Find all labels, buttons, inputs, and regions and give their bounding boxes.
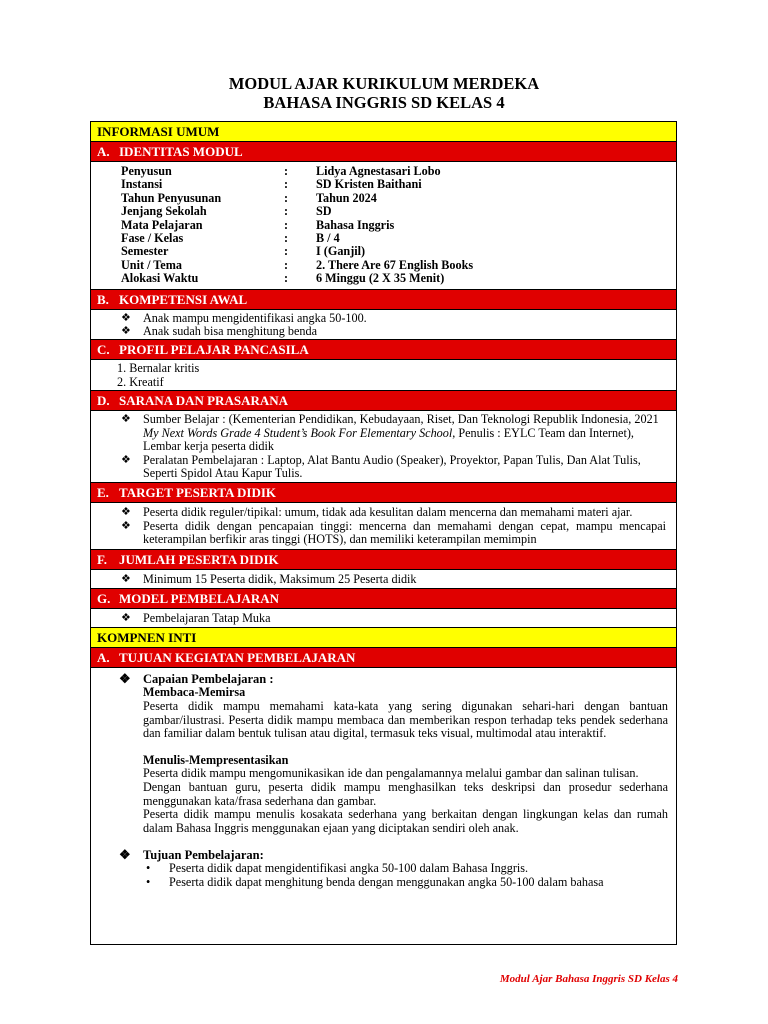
diamond-bullet-icon: ❖	[121, 611, 131, 624]
diamond-bullet-icon: ❖	[121, 572, 131, 585]
item-text: Peserta didik reguler/tipikal: umum, tidak ada kesulitan dalam mencerna dan memahami materi ajar.	[143, 505, 633, 520]
diamond-bullet-icon: ❖	[121, 325, 131, 338]
capaian-title: Capaian Pembelajaran :	[143, 672, 274, 687]
section-title: IDENTITAS MODUL	[119, 144, 243, 159]
list-item	[91, 612, 676, 625]
row-label: Alokasi Waktu	[121, 271, 199, 286]
section-title: PROFIL PELAJAR PANCASILA	[119, 342, 309, 358]
jumlah-section	[91, 570, 676, 589]
row-label: Unit / Tema	[121, 257, 182, 272]
list-item	[91, 312, 676, 325]
menulis-paragraph-1: Peserta didik mampu mengomunikasikan ide dan pengalamannya melalui gambar dan salinan tulisan.	[143, 766, 639, 781]
menulis-paragraph-3: Peserta didik mampu menulis kosakata sederhana yang berkaitan dengan lingkungan kelas dan rumah dalam Bahasa Inggris menggunakan ejaan yang diciptakan sendiri oleh anak.	[143, 807, 668, 835]
section-title: MODEL PEMBELAJARAN	[119, 590, 279, 606]
item-text: Anak sudah bisa menghitung benda	[143, 324, 317, 339]
row-colon: :	[284, 190, 289, 205]
target-header	[91, 483, 676, 503]
row-label: Jenjang Sekolah	[121, 204, 207, 219]
row-value: Tahun 2024	[316, 190, 377, 205]
section-title: JUMLAH PESERTA DIDIK	[119, 551, 279, 567]
section-number: B.	[97, 291, 109, 307]
profil-section	[91, 360, 676, 391]
row-label: Penyusun	[121, 164, 172, 178]
informasi-umum-header: INFORMASI UMUM	[91, 122, 676, 142]
tujuan-section	[91, 668, 676, 889]
identitas-row	[121, 219, 676, 232]
item-text: Peserta didik dengan pencapaian tinggi: mencerna dan memahami dengan cepat, mampu mencapai keterampilan berfikir aras tinggi (HOTS), dan memiliki keterampilan memimpin	[143, 518, 666, 547]
numbered-item: 2. Kreatif	[117, 374, 164, 389]
diamond-bullet-icon: ❖	[121, 453, 131, 466]
row-label: Mata Pelajaran	[121, 217, 203, 232]
identitas-row	[121, 192, 676, 205]
section-number: D.	[97, 393, 110, 409]
bullet-dot-icon: •	[146, 874, 151, 889]
diamond-bullet-icon: ❖	[121, 413, 131, 426]
tujuan-item	[91, 876, 676, 890]
item-text: Peralatan Pembelajaran : Laptop, Alat Bantu Audio (Speaker), Proyektor, Papan Tulis, Dan Alat Tulis, Seperti Spidol Atau Kapur Tulis.	[143, 452, 641, 480]
item-text: Pembelajaran Tatap Muka	[143, 610, 271, 625]
section-number: G.	[97, 590, 111, 606]
row-colon: :	[284, 271, 289, 286]
row-colon: :	[284, 177, 289, 192]
row-value: I (Ganjil)	[316, 244, 366, 259]
membaca-text: Peserta didik mampu memahami kata-kata yang sering digunakan sehari-hari dengan bantuan gambar/ilustrasi. Peserta didik mampu membaca dan memberikan respon terhadap teks pendek sederhana dan familiar dalam bentuk tulisan atau digital, termasuk teks visual, multimodal atau interaktif.	[143, 698, 668, 741]
diamond-bullet-icon: ❖	[121, 311, 131, 324]
list-item	[91, 573, 676, 586]
section-number: A.	[97, 650, 110, 666]
row-label: Tahun Penyusunan	[121, 190, 222, 205]
section-title: SARANA DAN PRASARANA	[119, 393, 289, 409]
identitas-row	[121, 178, 676, 191]
row-value: SD Kristen Baithani	[316, 177, 422, 192]
section-number: E.	[97, 485, 109, 501]
komponen-inti-header: KOMPNEN INTI	[91, 628, 676, 648]
item-text: Peserta didik dapat mengidentifikasi angka 50-100 dalam Bahasa Inggris.	[169, 861, 529, 876]
target-section	[91, 503, 676, 549]
tujuan-pembelajaran-heading	[91, 848, 676, 862]
row-colon: :	[284, 164, 289, 178]
title-line-1: MODUL AJAR KURIKULUM MERDEKA	[228, 74, 540, 93]
membaca-block	[91, 686, 676, 740]
identitas-section	[91, 162, 676, 290]
menulis-block	[91, 754, 676, 836]
row-value: 2. There Are 67 English Books	[316, 257, 474, 272]
row-colon: :	[284, 244, 289, 259]
diamond-bullet-icon: ❖	[119, 671, 131, 687]
kompetensi-header	[91, 290, 676, 310]
menulis-title: Menulis-Mempresentasikan	[143, 752, 289, 767]
model-section	[91, 609, 676, 628]
jumlah-header	[91, 550, 676, 570]
sarana-section	[91, 411, 676, 483]
section-number: C.	[97, 342, 110, 358]
list-item	[91, 520, 676, 547]
row-colon: :	[284, 204, 289, 219]
row-colon: :	[284, 231, 289, 246]
profil-header	[91, 340, 676, 360]
menulis-paragraph-2: Dengan bantuan guru, peserta didik mampu menghasilkan teks deskripsi dan prosedur sederhana menggunakan kata/frasa sederhana dan gambar.	[143, 779, 668, 808]
section-number: F.	[97, 551, 107, 567]
identitas-row	[121, 259, 676, 272]
row-value: B / 4	[316, 231, 340, 246]
item-text: Peserta didik dapat menghitung benda dengan menggunakan angka 50-100 dalam bahasa	[169, 874, 604, 889]
identitas-row	[121, 205, 676, 218]
row-value: Lidya Agnestasari Lobo	[316, 164, 441, 178]
identitas-row	[121, 272, 676, 285]
item-text: Anak mampu mengidentifikasi angka 50-100.	[143, 310, 367, 325]
row-label: Semester	[121, 244, 169, 259]
list-item	[91, 506, 676, 519]
identitas-row	[121, 232, 676, 245]
sarana-header	[91, 391, 676, 411]
row-value: SD	[316, 204, 332, 219]
bullet-dot-icon: •	[146, 861, 151, 876]
diamond-bullet-icon: ❖	[119, 847, 131, 863]
tujuan-item	[91, 862, 676, 876]
kompetensi-section	[91, 310, 676, 341]
item-text-part: , Penulis : EYLC Team dan Internet), Lembar kerja peserta didik	[143, 425, 634, 454]
list-item	[91, 325, 676, 338]
module-table	[90, 121, 677, 945]
identitas-row	[121, 245, 676, 258]
row-label: Fase / Kelas	[121, 231, 184, 246]
row-value: 6 Minggu (2 X 35 Menit)	[316, 271, 445, 286]
row-colon: :	[284, 217, 289, 232]
identitas-header	[91, 142, 676, 162]
row-label: Instansi	[121, 177, 163, 192]
diamond-bullet-icon: ❖	[121, 506, 131, 519]
book-title: My Next Words Grade 4 Student’s Book For Elementary School	[143, 425, 453, 440]
tujuan-header	[91, 648, 676, 668]
numbered-item: 1. Bernalar kritis	[117, 361, 200, 376]
row-value: Bahasa Inggris	[316, 217, 395, 232]
list-item	[91, 454, 676, 481]
document-title	[0, 74, 768, 112]
list-item	[91, 413, 676, 453]
page-footer: Modul Ajar Bahasa Inggris SD Kelas 4	[499, 973, 678, 985]
capaian-heading	[91, 672, 676, 686]
section-title: TARGET PESERTA DIDIK	[119, 485, 277, 501]
identitas-row	[121, 165, 676, 178]
row-colon: :	[284, 257, 289, 272]
section-number: A.	[97, 144, 110, 159]
item-text: Minimum 15 Peserta didik, Maksimum 25 Peserta didik	[143, 571, 417, 586]
section-title: KOMPETENSI AWAL	[119, 291, 248, 307]
model-header	[91, 589, 676, 609]
item-text-part: Sumber Belajar : (Kementerian Pendidikan, Kebudayaan, Riset, Dan Teknologi Republik Indonesia, 2021	[143, 412, 659, 427]
tujuan-pembelajaran-title: Tujuan Pembelajaran:	[143, 848, 264, 863]
title-line-2: BAHASA INGGRIS SD KELAS 4	[263, 93, 505, 112]
diamond-bullet-icon: ❖	[121, 519, 131, 532]
section-title: TUJUAN KEGIATAN PEMBELAJARAN	[119, 650, 356, 666]
membaca-title: Membaca-Memirsa	[143, 685, 246, 700]
